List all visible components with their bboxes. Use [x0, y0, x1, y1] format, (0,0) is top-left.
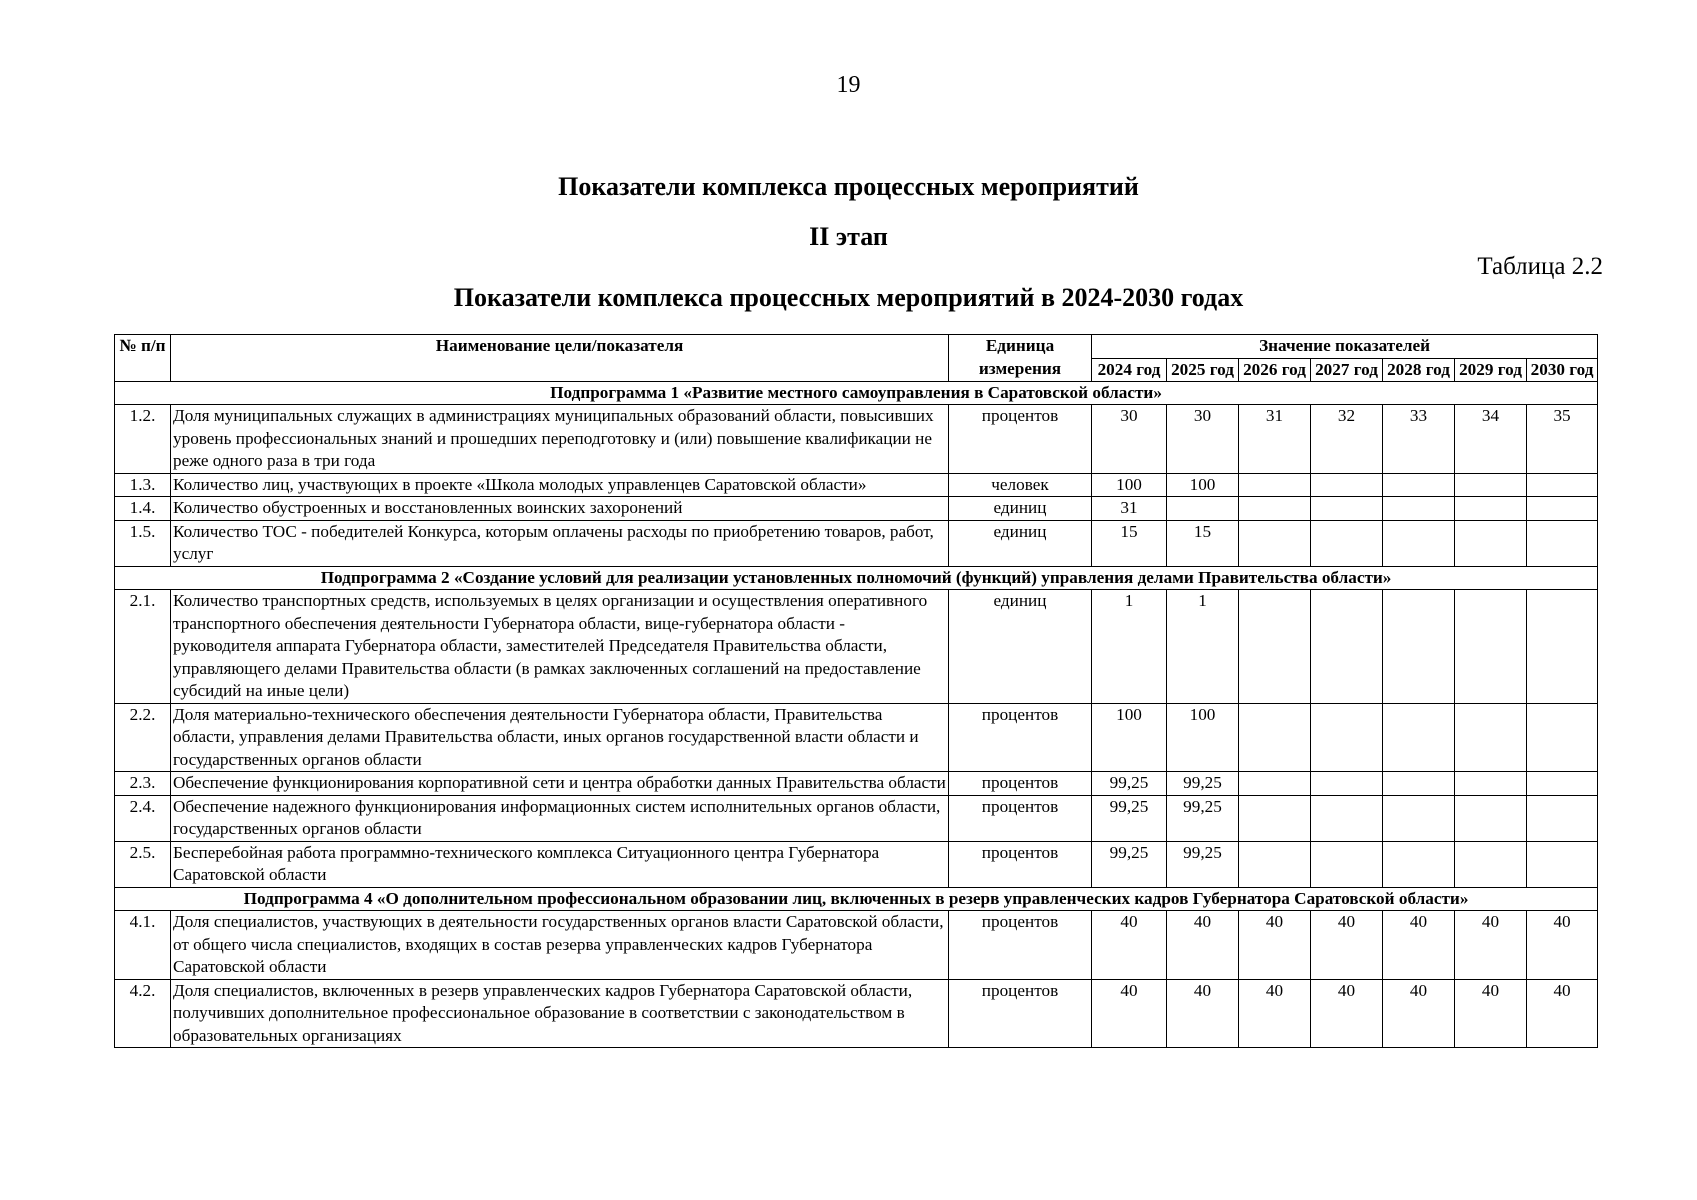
stage-title: II этап — [809, 222, 888, 251]
indicator-value — [1311, 590, 1383, 704]
unit-of-measure: единиц — [949, 497, 1092, 521]
indicator-value — [1383, 772, 1455, 796]
col-header-year: 2030 год — [1527, 358, 1598, 381]
indicator-value — [1527, 473, 1598, 497]
indicator-name: Доля материально-технического обеспечения деятельности Губернатора области, Правительства области, управления делами Правительства области, иных органов государственной власти области и государственных органов области — [171, 703, 949, 772]
row-number: 2.1. — [115, 590, 171, 704]
indicator-value: 33 — [1383, 405, 1455, 474]
indicator-value: 99,25 — [1167, 795, 1239, 841]
indicator-value: 1 — [1092, 590, 1167, 704]
indicator-value — [1311, 520, 1383, 566]
indicator-value: 100 — [1167, 703, 1239, 772]
indicator-value: 40 — [1455, 911, 1527, 980]
col-header-year: 2027 год — [1311, 358, 1383, 381]
indicator-value — [1239, 795, 1311, 841]
indicator-value — [1383, 473, 1455, 497]
indicator-value — [1455, 473, 1527, 497]
indicator-value — [1455, 497, 1527, 521]
indicator-name: Обеспечение надежного функционирования информационных систем исполнительных органов области, государственных органов области — [171, 795, 949, 841]
indicator-value: 30 — [1167, 405, 1239, 474]
table-body — [115, 381, 1598, 1048]
table-label: Таблица 2.2 — [1477, 253, 1603, 280]
indicator-value: 40 — [1092, 911, 1167, 980]
unit-of-measure: процентов — [949, 772, 1092, 796]
indicator-value — [1455, 703, 1527, 772]
unit-of-measure: человек — [949, 473, 1092, 497]
indicator-value: 1 — [1167, 590, 1239, 704]
indicator-value — [1239, 590, 1311, 704]
indicator-name: Количество ТОС - победителей Конкурса, которым оплачены расходы по приобретению товаров, работ, услуг — [171, 520, 949, 566]
indicator-value — [1455, 590, 1527, 704]
indicator-value — [1383, 795, 1455, 841]
subprogram-title: Подпрограмма 1 «Развитие местного самоуправления в Саратовской области» — [115, 381, 1598, 405]
indicator-value — [1239, 497, 1311, 521]
table-row — [115, 497, 1598, 521]
indicator-name: Количество транспортных средств, используемых в целях организации и осуществления оперативного транспортного обеспечения деятельности Губернатора области, вице-губернатора области - руководителя аппарата Губернатора области, заместителей Председателя Правительства области, управляющего делами Правительства области (в рамках заключенных соглашений на предоставление субсидий на иные цели) — [171, 590, 949, 704]
col-header-year: 2029 год — [1455, 358, 1527, 381]
indicator-value: 40 — [1092, 979, 1167, 1048]
unit-of-measure: единиц — [949, 590, 1092, 704]
indicator-name: Количество лиц, участвующих в проекте «Школа молодых управленцев Саратовской области» — [171, 473, 949, 497]
indicator-value — [1527, 703, 1598, 772]
subprogram-title: Подпрограмма 2 «Создание условий для реализации установленных полномочий (функций) управления делами Правительства области» — [115, 566, 1598, 590]
unit-of-measure: процентов — [949, 979, 1092, 1048]
indicator-value — [1383, 841, 1455, 887]
indicator-value — [1311, 795, 1383, 841]
table-title: Показатели комплекса процессных мероприятий в 2024-2030 годах — [453, 283, 1244, 312]
indicator-value: 40 — [1527, 911, 1598, 980]
indicator-value — [1455, 520, 1527, 566]
table-row — [115, 405, 1598, 474]
col-header-year: 2025 год — [1167, 358, 1239, 381]
indicator-name: Бесперебойная работа программно-технического комплекса Ситуационного центра Губернатора Саратовской области — [171, 841, 949, 887]
indicator-value: 34 — [1455, 405, 1527, 474]
indicator-value: 35 — [1527, 405, 1598, 474]
row-number: 1.5. — [115, 520, 171, 566]
indicator-value — [1239, 703, 1311, 772]
row-number: 2.4. — [115, 795, 171, 841]
table-row — [115, 841, 1598, 887]
indicator-value — [1239, 841, 1311, 887]
indicator-value — [1239, 473, 1311, 497]
indicator-value — [1383, 590, 1455, 704]
indicator-value: 40 — [1167, 911, 1239, 980]
col-header-values: Значение показателей — [1092, 335, 1598, 359]
indicator-value: 40 — [1383, 979, 1455, 1048]
unit-of-measure: процентов — [949, 703, 1092, 772]
row-number: 1.2. — [115, 405, 171, 474]
indicator-value — [1527, 590, 1598, 704]
table-row — [115, 795, 1598, 841]
subprogram-title: Подпрограмма 4 «О дополнительном профессиональном образовании лиц, включенных в резерв управленческих кадров Губернатора Саратовской области» — [115, 887, 1598, 911]
document-title: Показатели комплекса процессных мероприятий — [558, 172, 1139, 201]
indicator-value — [1311, 497, 1383, 521]
subprogram-row — [115, 381, 1598, 405]
indicator-value — [1527, 520, 1598, 566]
indicator-value — [1455, 795, 1527, 841]
col-header-year: 2024 год — [1092, 358, 1167, 381]
indicator-value — [1311, 772, 1383, 796]
indicator-value: 40 — [1383, 911, 1455, 980]
indicator-value: 100 — [1092, 473, 1167, 497]
indicator-value: 31 — [1239, 405, 1311, 474]
indicator-value: 99,25 — [1092, 795, 1167, 841]
indicator-value: 40 — [1311, 911, 1383, 980]
indicator-value — [1167, 497, 1239, 521]
indicator-name: Количество обустроенных и восстановленных воинских захоронений — [171, 497, 949, 521]
indicator-value: 40 — [1455, 979, 1527, 1048]
col-header-year: 2028 год — [1383, 358, 1455, 381]
subprogram-row — [115, 887, 1598, 911]
indicator-value — [1383, 703, 1455, 772]
col-header-num: № п/п — [115, 335, 171, 382]
indicators-table — [114, 334, 1598, 1048]
indicator-name: Доля специалистов, участвующих в деятельности государственных органов власти Саратовской области, от общего числа специалистов, входящих в состав резерва управленческих кадров Губернатора Саратовской области — [171, 911, 949, 980]
row-number: 2.3. — [115, 772, 171, 796]
unit-of-measure: процентов — [949, 795, 1092, 841]
indicator-name: Обеспечение функционирования корпоративной сети и центра обработки данных Правительства области — [171, 772, 949, 796]
indicator-value — [1455, 841, 1527, 887]
indicator-value: 99,25 — [1167, 772, 1239, 796]
table-row — [115, 473, 1598, 497]
indicator-value: 40 — [1527, 979, 1598, 1048]
subprogram-row — [115, 566, 1598, 590]
indicator-value — [1527, 772, 1598, 796]
row-number: 4.1. — [115, 911, 171, 980]
indicator-value — [1239, 520, 1311, 566]
row-number: 2.2. — [115, 703, 171, 772]
col-header-unit: Единица измерения — [949, 335, 1092, 382]
table-row — [115, 590, 1598, 704]
indicator-value: 32 — [1311, 405, 1383, 474]
table-row — [115, 520, 1598, 566]
indicator-value: 40 — [1239, 979, 1311, 1048]
indicator-value — [1311, 473, 1383, 497]
row-number: 4.2. — [115, 979, 171, 1048]
col-header-year: 2026 год — [1239, 358, 1311, 381]
indicator-value: 40 — [1167, 979, 1239, 1048]
indicator-value: 99,25 — [1092, 772, 1167, 796]
row-number: 1.4. — [115, 497, 171, 521]
unit-of-measure: процентов — [949, 841, 1092, 887]
indicator-name: Доля специалистов, включенных в резерв управленческих кадров Губернатора Саратовской области, получивших дополнительное профессиональное образование в соответствии с законодательством в образовательных организациях — [171, 979, 949, 1048]
indicator-value: 99,25 — [1167, 841, 1239, 887]
indicator-value — [1239, 772, 1311, 796]
indicator-value: 100 — [1092, 703, 1167, 772]
table-row — [115, 703, 1598, 772]
indicator-value — [1383, 520, 1455, 566]
indicator-value: 30 — [1092, 405, 1167, 474]
table-row — [115, 772, 1598, 796]
indicator-value: 40 — [1311, 979, 1383, 1048]
indicator-value — [1527, 841, 1598, 887]
indicator-value — [1527, 497, 1598, 521]
page-number: 19 — [836, 72, 861, 98]
indicator-value — [1311, 703, 1383, 772]
row-number: 1.3. — [115, 473, 171, 497]
table-row — [115, 979, 1598, 1048]
unit-of-measure: процентов — [949, 911, 1092, 980]
row-number: 2.5. — [115, 841, 171, 887]
indicator-value: 100 — [1167, 473, 1239, 497]
table-row — [115, 911, 1598, 980]
indicator-value: 40 — [1239, 911, 1311, 980]
indicator-value: 99,25 — [1092, 841, 1167, 887]
unit-of-measure: процентов — [949, 405, 1092, 474]
col-header-name: Наименование цели/показателя — [171, 335, 949, 382]
indicator-value: 31 — [1092, 497, 1167, 521]
indicator-value — [1311, 841, 1383, 887]
indicator-value: 15 — [1167, 520, 1239, 566]
indicator-value — [1527, 795, 1598, 841]
unit-of-measure: единиц — [949, 520, 1092, 566]
indicator-value — [1383, 497, 1455, 521]
indicator-value — [1455, 772, 1527, 796]
indicator-value: 15 — [1092, 520, 1167, 566]
indicator-name: Доля муниципальных служащих в администрациях муниципальных образований области, повысивших уровень профессиональных знаний и прошедших переподготовку и (или) повышение квалификации не реже одного раза в три года — [171, 405, 949, 474]
